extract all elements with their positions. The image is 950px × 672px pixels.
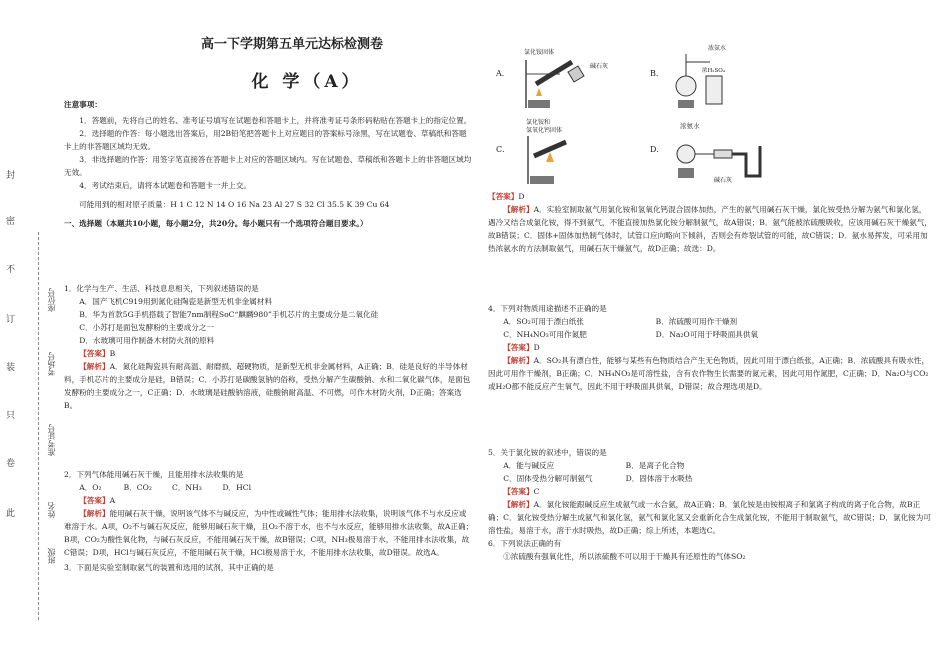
- answer-value: D: [518, 192, 525, 201]
- seat-field: 座位号: [47, 288, 56, 312]
- option: B．浓硫酸可用作干燥剂: [655, 317, 738, 327]
- answer-label: 【答案】: [79, 349, 110, 359]
- option: B．是离子化合物: [625, 461, 685, 471]
- page-subtitle: 化 学（A）: [251, 72, 363, 92]
- seal-char: 封: [6, 171, 16, 181]
- answer-label: 【答案】: [79, 496, 110, 506]
- analysis-label: 【解析】: [503, 356, 534, 366]
- seal-char: 不: [6, 265, 16, 275]
- question-stem: 2．下列气体能用碱石灰干燥，且能用排水法收集的是: [64, 470, 244, 479]
- analysis-label: 【解析】: [79, 509, 110, 519]
- binding-line: [38, 232, 39, 620]
- option: D．HCl: [222, 483, 251, 493]
- seal-char: 装: [6, 363, 16, 373]
- diagram-label: 氢氧化钙固体: [526, 127, 563, 134]
- binding-margin: [0, 0, 58, 672]
- option: A．SO₂可用于漂白纸张: [503, 317, 584, 327]
- option-label: B．: [650, 69, 664, 78]
- option-label: D．: [650, 145, 665, 154]
- option: D．水玻璃可用作制备木材防火剂的原料: [79, 336, 215, 346]
- diagram-label: 浓H₂SO₄: [702, 68, 725, 74]
- notices: [64, 98, 474, 230]
- analysis-label: 【解析】: [503, 500, 534, 510]
- notice-item: 3．非选择题的作答：用签字笔直接答在答题卡上对应的答题区域内。写在试题卷、草稿纸和答题卡上的非答题区域均无效。: [64, 155, 472, 178]
- answer-label: 【答案】: [503, 343, 534, 353]
- analysis-label: 【解析】: [503, 205, 534, 215]
- option: B．华为首款5G手机搭载了智能7nm制程SoC“麒麟980”手机芯片的主要成分是二氧化硅: [79, 310, 379, 320]
- question-3-answer: [488, 190, 933, 255]
- atomic-masses: 可能用到的相对原子质量：H 1 C 12 N 14 O 16 Na 23 Al 27 S 32 Cl 35.5 K 39 Cu 64: [79, 200, 390, 210]
- option: C．NH₄NO₃可用作氮肥: [503, 330, 587, 340]
- seal-char: 卷: [6, 459, 16, 469]
- question-1: [64, 282, 474, 412]
- answer-value: C: [533, 487, 540, 497]
- diagram-label: 氯化铵固体: [524, 49, 555, 56]
- notice-item: 2．选择题的作答：每小题选出答案后，用2B铅笔把答题卡上对应题目的答案标号涂黑，写在试题卷、草稿纸和答题卡上的非答题区域均无效。: [64, 129, 467, 152]
- option-label: A．: [496, 69, 510, 78]
- question-2: [64, 468, 474, 574]
- answer-value: A: [109, 496, 116, 506]
- analysis-text: A．SO₂具有漂白性，能够与某些有色物质结合产生无色物质，因此可用于漂白纸张，A正确；B．浓硫酸具有吸水性，因此可用作干燥剂，B正确；C．NH₄NO₃是可溶性盐，含有农作物生长需要的氮元素，因此可用作氮肥，C正确；D．Na₂O与CO₂或H₂O都不能反应产生氧气，因此不用于呼吸面具供氧，D错误；故合理选项是D。: [488, 356, 930, 392]
- option: A．O₂: [79, 483, 102, 493]
- diagram-b: [650, 40, 850, 110]
- option: B．CO₂: [123, 483, 152, 493]
- diagram-d: [650, 116, 870, 186]
- statement-item: ①浓硫酸有强氧化性，所以浓硫酸不可以用于干燥具有还原性的气体SO₂: [503, 552, 746, 562]
- option: D．固体溶于水吸热: [625, 474, 693, 484]
- class-field: 班级: [47, 548, 56, 564]
- option: A．国产飞机C919用到氮化硅陶瓷是新型无机非金属材料: [79, 297, 273, 307]
- question-stem: 4．下列对物质用途描述不正确的是: [488, 304, 607, 313]
- answer-value: B: [109, 349, 116, 359]
- name-field: 姓名: [47, 502, 56, 518]
- seal-char: 此: [6, 509, 16, 519]
- option: A．能与碱反应: [503, 461, 555, 471]
- answer-label: 【答案】: [503, 487, 534, 497]
- seal-char: 密: [6, 217, 16, 227]
- section-heading: 一、选择题（本题共10小题，每小题2分，共20分。每小题只有一个选项符合题目要求。）: [64, 219, 368, 229]
- question-4: [488, 302, 933, 393]
- question-3-stem: 3．下面是实验室制取氨气的装置和选用的试剂，其中正确的是: [64, 563, 274, 573]
- notice-item: 1．答题前，先将自己的姓名、准考证号填写在试题卷和答题卡上，并将准考证号条形码粘贴在答题卡上的指定位置。: [79, 116, 472, 126]
- seal-char: 只: [6, 411, 16, 421]
- analysis-label: 【解析】: [79, 362, 110, 372]
- exam-id-field: 准考证号: [47, 424, 56, 456]
- analysis-text: A．氮化硅陶瓷具有耐高温、耐磨损、超硬物质，是新型无机非金属材料，A正确；B．硅是良好的半导体材料，手机芯片的主要成分是硅，B错误；C．小苏打是碳酸氢钠的俗称，受热分解产生碳酸钠、水和二氧化碳气体，是面包发酵粉的主要成分之一，C正确；D．水玻璃是硅酸钠溶液，硅酸钠耐高温、不可燃，可作木材防火剂，D正确；答案选B。: [64, 362, 471, 411]
- diagram-label: 氯化铵和: [526, 119, 551, 126]
- analysis-text: A．氯化铵能跟碱反应生成氨气或一水合氨，故A正确；B．氯化铵是由铵根离子和氯离子构成的离子化合物，故B正确；C．氯化铵受热分解生成氨气和氯化氢，氨气和氯化氢又会重新化合生成氯化铵，不能用于制取氨气，故C错误；D．氯化铵为可溶性盐，易溶于水，溶于水时吸热，故D正确；综上所述，本题选C。: [488, 500, 931, 536]
- option: C．固体受热分解可制氨气: [503, 474, 593, 484]
- diagram-label: 碱石灰: [590, 63, 609, 70]
- question-stem: 5．关于氯化铵的叙述中，错误的是: [488, 448, 607, 457]
- option-label: C．: [496, 145, 511, 154]
- question-stem: 1．化学与生产、生活、科技息息相关，下列叙述错误的是: [64, 284, 259, 293]
- option: D．Na₂O可用于呼吸面具供氧: [655, 330, 759, 340]
- room-field: 考场号: [47, 352, 56, 376]
- notice-heading: 注意事项：: [64, 100, 102, 109]
- option: C．小苏打是面包发酵粉的主要成分之一: [79, 323, 215, 333]
- diagram-label: 碱石灰: [714, 177, 733, 184]
- answer-value: D: [533, 343, 540, 353]
- option: C．NH₃: [172, 483, 202, 493]
- question-stem: 6．下列说法正确的有: [488, 539, 562, 549]
- seal-char: 订: [6, 315, 16, 325]
- notice-item: 4．考试结束后，请将本试题卷和答题卡一并上交。: [79, 181, 252, 191]
- analysis-text: A．实验室制取氨气用氯化铵和氢氧化钙混合固体加热，产生的氨气用碱石灰干燥，氯化铵受热分解为氨气和氯化氢，遇冷又结合成氯化铵，得不到氨气，不能直接加热氯化铵分解制氨气，故A错误；B．氨气能被浓硫酸吸收，应该用碱石灰干燥氨气，故B错误；C．固体+固体加热制气体时，试管口应向略向下倾斜，否则会有炸裂试管的可能，故C错误；D．氨水易挥发，可采用加热浓氨水的方法制取氨气，用碱石灰干燥氨气，故D正确；故选：D。: [488, 205, 932, 254]
- page-title: 高一下学期第五单元达标检测卷: [200, 37, 383, 52]
- analysis-text: 能用碱石灰干燥，说明该气体不与碱反应，为中性或碱性气体；能用排水法收集，说明该气体不与水反应或难溶于水。A项，O₂不与碱石灰反应，能够用碱石灰干燥，且O₂不溶于水，也不与水反应，能够用排水法收集，故A正确；B项，CO₂为酸性氧化物，与碱石灰反应，不能用碱石灰干燥，故B错误；C项，NH₃极易溶于水，不能用排水法收集，故C错误；D项，HCl与碱石灰反应，不能用碱石灰干燥，HCl极易溶于水，不能用排水法收集，故D错误。故选A。: [64, 509, 474, 558]
- answer-label: 【答案】: [488, 192, 519, 201]
- diagram-label: 浓氨水: [708, 45, 727, 52]
- diagram-label: 浓氨水: [680, 122, 700, 130]
- question-5: [488, 446, 933, 563]
